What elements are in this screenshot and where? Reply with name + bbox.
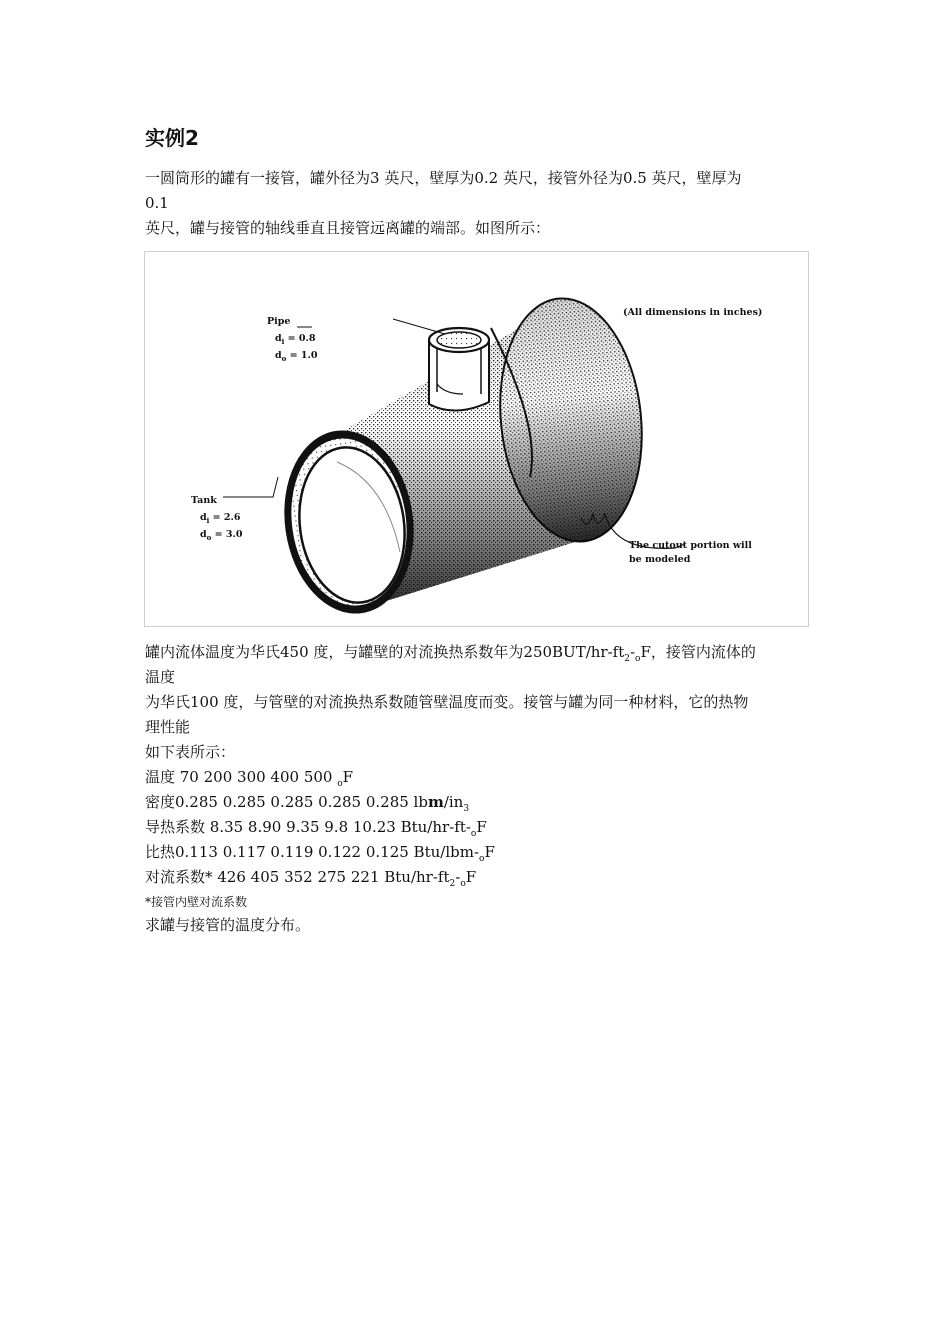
- desc-line-4: 理性能: [145, 718, 191, 736]
- pipe-label: Pipe: [267, 316, 291, 327]
- intro-line-3: 英尺，罐与接管的轴线垂直且接管远离罐的端部。如图所示：: [145, 219, 551, 237]
- tank-label: Tank: [191, 495, 217, 506]
- pipe-outer-diameter: $d_o = 1.0$: [275, 350, 318, 363]
- tank-nozzle-drawing: [145, 252, 808, 626]
- question: 求罐与接管的温度分布。: [145, 916, 311, 934]
- desc-line-3: 为华氏100 度，与管壁的对流换热系数随管壁温度而变。接管与罐为同一种材料，它的热物: [145, 693, 749, 711]
- nozzle-pipe: [429, 328, 489, 411]
- all-dimensions-note: (All dimensions in inches): [623, 307, 763, 318]
- table-row-density: 密度0.285 0.285 0.285 0.285 0.285 lbm/$in_3$: [145, 793, 470, 814]
- table-row-specific-heat: 比热0.113 0.117 0.119 0.122 0.125 Btu/$lbm-_oF$: [145, 843, 495, 864]
- tank-inner-diameter: $d_i = 2.6$: [200, 512, 241, 525]
- table-row-convection: 对流系数* 426 405 352 275 221 Btu/$hr-ft_2-_oF$: [145, 868, 477, 889]
- intro-line-2: 0.1: [145, 194, 169, 212]
- desc-line-1: 罐内流体温度为华氏450 度，与罐壁的对流换热系数年为$250BUT/hr-ft_2-_oF$，接管内流体的: [145, 643, 756, 664]
- footnote: *接管内壁对流系数: [145, 895, 248, 909]
- desc-line-2: 温度: [145, 668, 176, 686]
- tank-outer-diameter: $d_o = 3.0$: [200, 529, 243, 542]
- cutout-note-line-1: The cutout portion will: [629, 540, 752, 551]
- cutout-note-line-2: be modeled: [629, 554, 691, 565]
- tank-nozzle-figure: [144, 251, 809, 627]
- desc-line-5: 如下表所示：: [145, 743, 236, 761]
- table-row-temperature: 温度 70 200 300 400 500 $_o$F: [145, 768, 354, 789]
- example-heading: 实例2: [145, 126, 199, 150]
- tank-leader-line: [223, 477, 278, 497]
- table-row-conductivity: 导热系数 8.35 8.90 9.35 9.8 10.23 Btu/$hr-ft-_oF$: [145, 818, 487, 839]
- intro-line-1: 一圆筒形的罐有一接管，罐外径为3 英尺，壁厚为0.2 英尺，接管外径为0.5 英尺，壁厚为: [145, 169, 742, 187]
- pipe-inner-diameter: $d_i = 0.8$: [275, 333, 316, 346]
- pipe-leader-line: [393, 319, 445, 334]
